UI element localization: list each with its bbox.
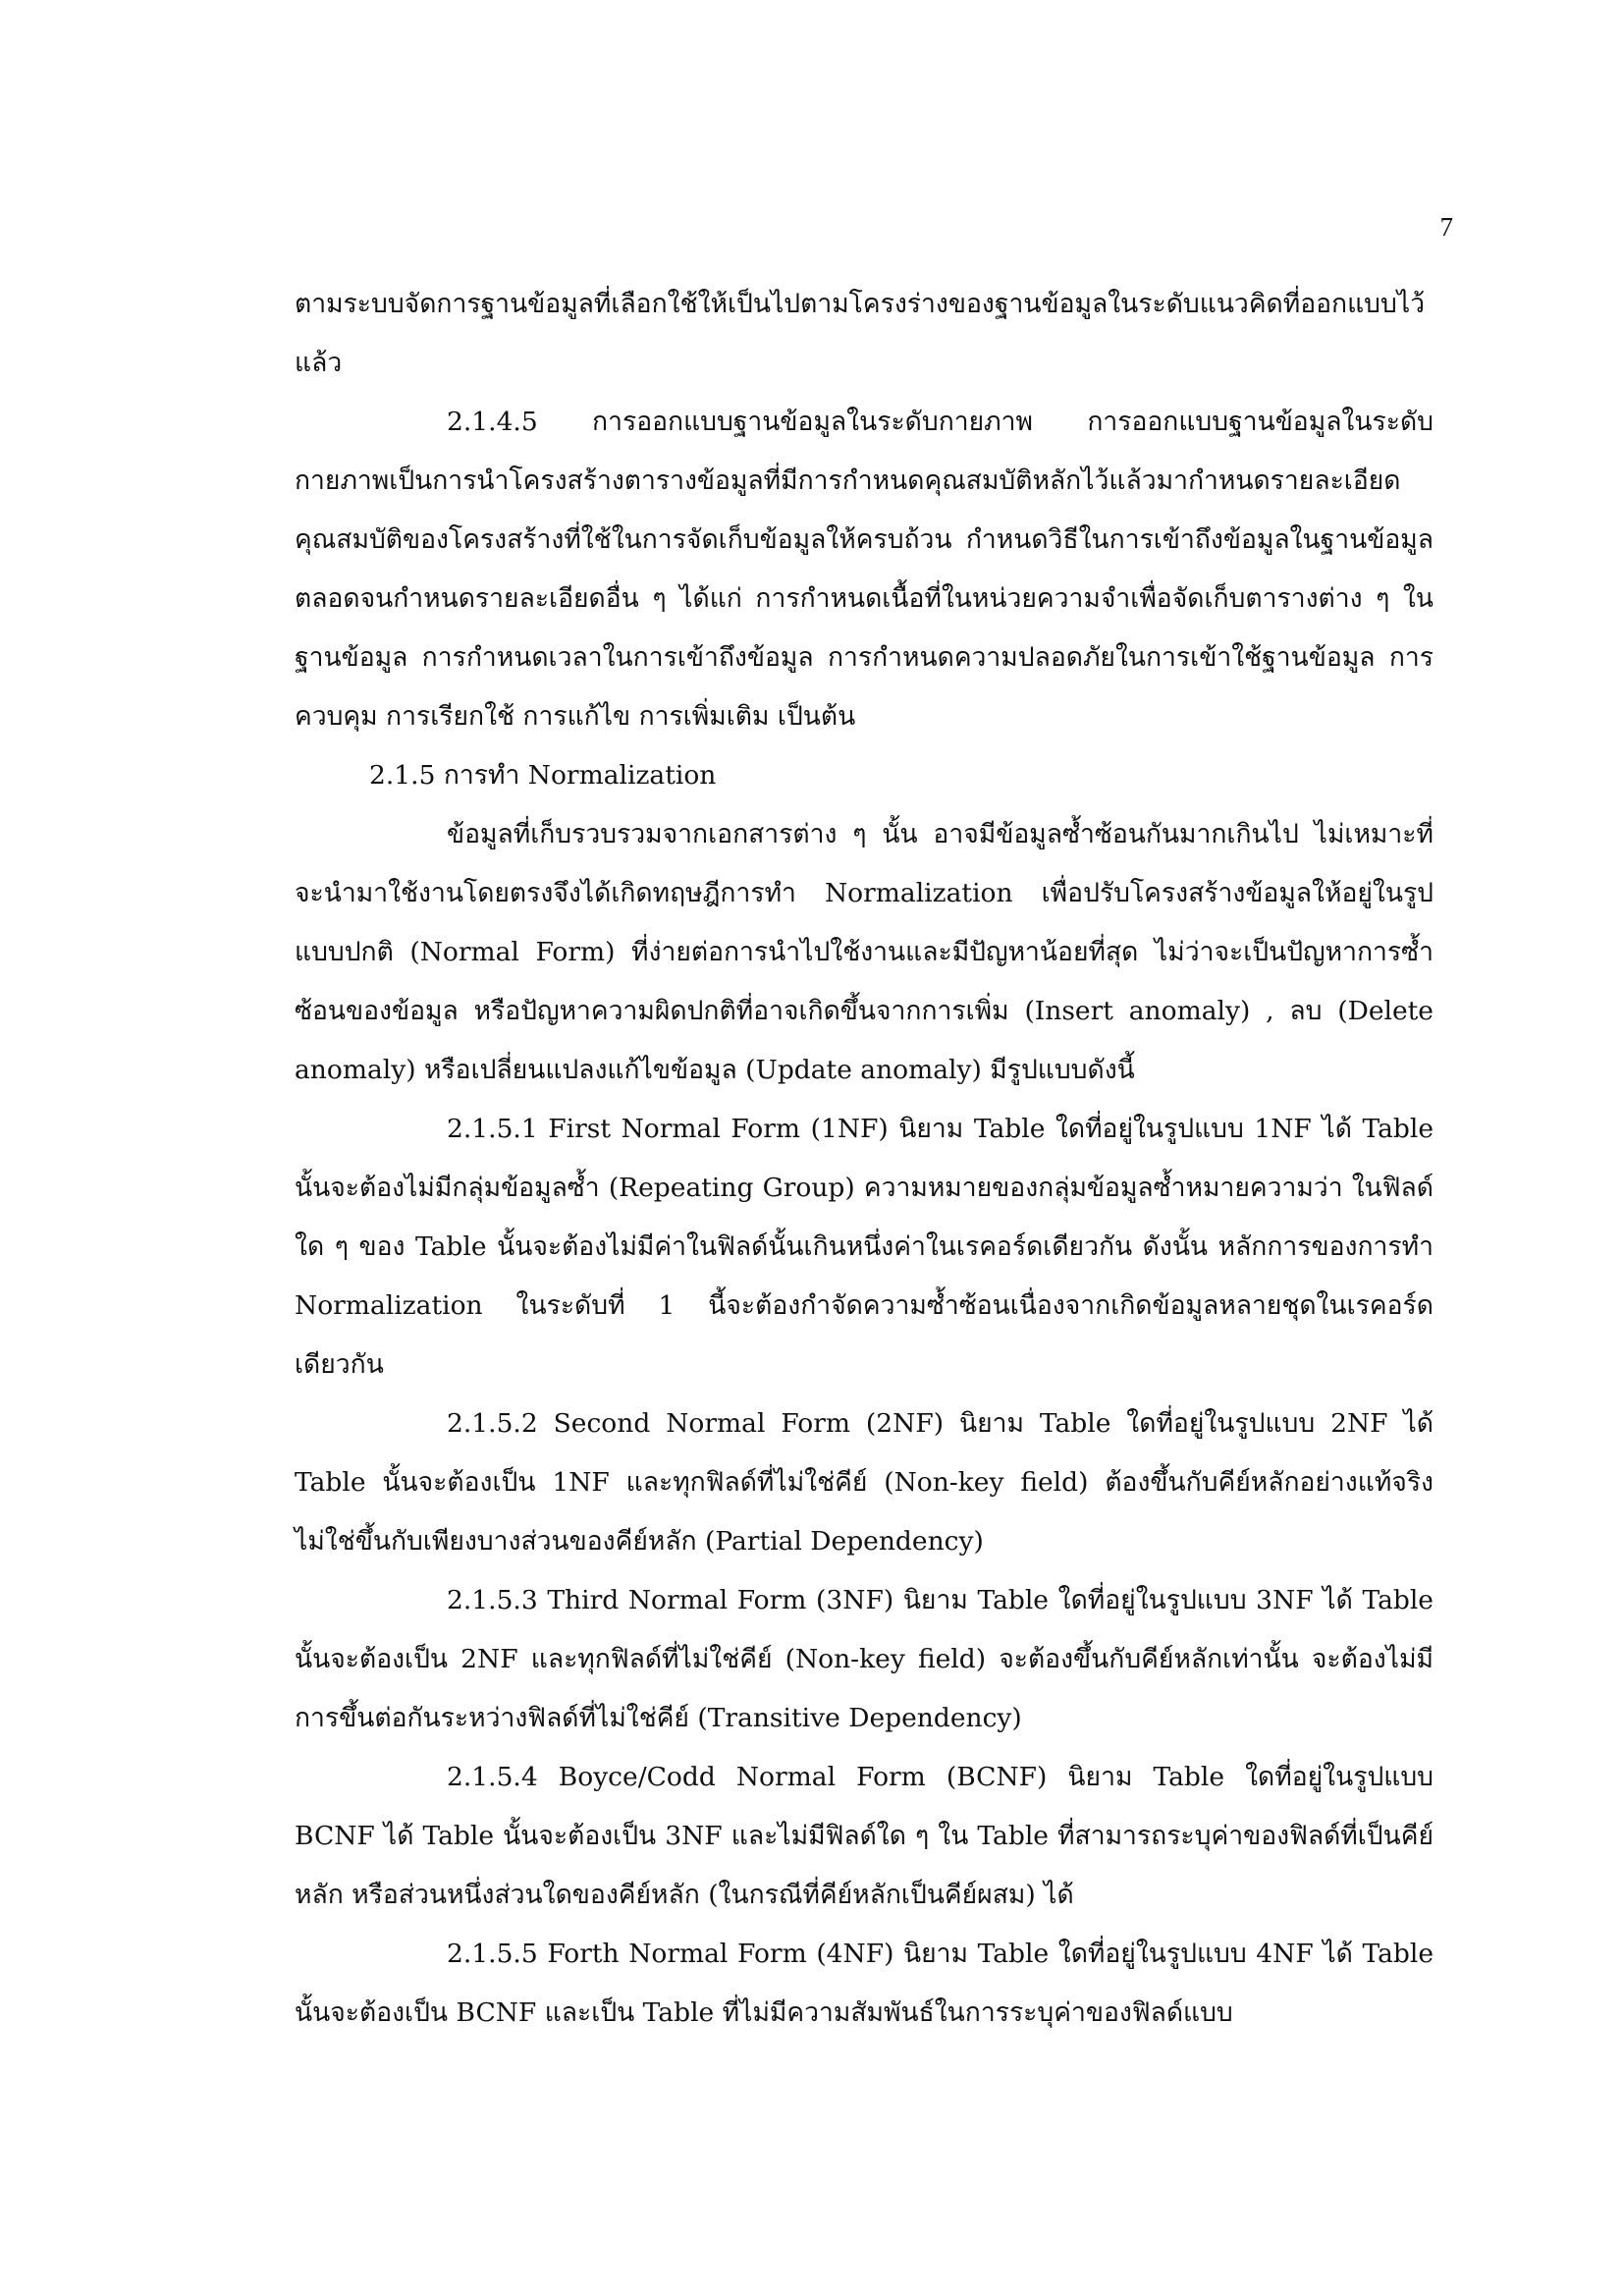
paragraph-normalization-intro: ข้อมูลที่เก็บรวบรวมจากเอกสารต่าง ๆ นั้น อาจมีข้อมูลซ้ำซ้อนกันมากเกินไป ไม่เหมาะที่จะนำมาใช้งานโดยตรงจึงได้เกิดทฤษฎีการทำ Normalization เพื่อปรับโครงสร้างข้อมูลให้อยู่ในรูปแบบปกติ (Normal Form) ที่ง่ายต่อการนำไปใช้งานและมีปัญหาน้อยที่สุด ไม่ว่าจะเป็นปัญหาการซ้ำซ้อนของข้อมูล หรือปัญหาความผิดปกติที่อาจเกิดขึ้นจากการเพิ่ม (Insert anomaly) , ลบ (Delete anomaly) หรือเปลี่ยนแปลงแก้ไขข้อมูล (Update anomaly) มีรูปแบบดังนี้ <box>295 819 1434 1085</box>
body-text <box>295 275 1434 2043</box>
paragraph-4nf: 2.1.5.5 Forth Normal Form (4NF) นิยาม Table ใดที่อยู่ในรูปแบบ 4NF ได้ Table นั้นจะต้องเป็น BCNF และเป็น Table ที่ไม่มีความสัมพันธ์ในการระบุค่าของฟิลด์แบบ <box>295 1939 1434 2028</box>
paragraph-3nf: 2.1.5.3 Third Normal Form (3NF) นิยาม Table ใดที่อยู่ในรูปแบบ 3NF ได้ Table นั้นจะต้องเป็น 2NF และทุกฟิลด์ที่ไม่ใช่คีย์ (Non-key field) จะต้องขึ้นกับคีย์หลักเท่านั้น จะต้องไม่มีการขึ้นต่อกันระหว่างฟิลด์ที่ไม่ใช่คีย์ (Transitive Dependency) <box>295 1585 1434 1733</box>
page-number: 7 <box>1439 212 1453 242</box>
paragraph-bcnf: 2.1.5.4 Boyce/Codd Normal Form (BCNF) นิยาม Table ใดที่อยู่ในรูปแบบ BCNF ได้ Table นั้นจะต้องเป็น 3NF และไม่มีฟิลด์ใด ๆ ใน Table ที่สามารถระบุค่าของฟิลด์ที่เป็นคีย์หลัก หรือส่วนหนึ่งส่วนใดของคีย์หลัก (ในกรณีที่คีย์หลักเป็นคีย์ผสม) ได้ <box>295 1762 1434 1910</box>
section-heading-normalization: 2.1.5 การทำ Normalization <box>369 760 717 791</box>
paragraph-physical-design: 2.1.4.5 การออกแบบฐานข้อมูลในระดับกายภาพ การออกแบบฐานข้อมูลในระดับกายภาพเป็นการนำโครงสร้างตารางข้อมูลที่มีการกำหนดคุณสมบัติหลักไว้แล้วมากำหนดรายละเอียดคุณสมบัติของโครงสร้างที่ใช้ในการจัดเก็บข้อมูลให้ครบถ้วน กำหนดวิธีในการเข้าถึงข้อมูลในฐานข้อมูล ตลอดจนกำหนดรายละเอียดอื่น ๆ ได้แก่ การกำหนดเนื้อที่ในหน่วยความจำเพื่อจัดเก็บตารางต่าง ๆ ในฐานข้อมูล การกำหนดเวลาในการเข้าถึงข้อมูล การกำหนดความปลอดภัยในการเข้าใช้ฐานข้อมูล การควบคุม การเรียกใช้ การแก้ไข การเพิ่มเติม เป็นต้น <box>295 407 1434 732</box>
paragraph-2nf: 2.1.5.2 Second Normal Form (2NF) นิยาม Table ใดที่อยู่ในรูปแบบ 2NF ได้ Table นั้นจะต้องเป็น 1NF และทุกฟิลด์ที่ไม่ใช่คีย์ (Non-key field) ต้องขึ้นกับคีย์หลักอย่างแท้จริง ไม่ใช่ขึ้นกับเพียงบางส่วนของคีย์หลัก (Partial Dependency) <box>295 1408 1434 1557</box>
paragraph-1nf: 2.1.5.1 First Normal Form (1NF) นิยาม Table ใดที่อยู่ในรูปแบบ 1NF ได้ Table นั้นจะต้องไม่มีกลุ่มข้อมูลซ้ำ (Repeating Group) ความหมายของกลุ่มข้อมูลซ้ำหมายความว่า ในฟิลด์ใด ๆ ของ Table นั้นจะต้องไม่มีค่าในฟิลด์นั้นเกินหนึ่งค่าในเรคอร์ดเดียวกัน ดังนั้น หลักการของการทำ Normalization ในระดับที่ 1 นี้จะต้องกำจัดความซ้ำซ้อนเนื่องจากเกิดข้อมูลหลายชุดในเรคอร์ดเดียวกัน <box>295 1114 1434 1380</box>
paragraph-schema-mapping: ตามระบบจัดการฐานข้อมูลที่เลือกใช้ให้เป็นไปตามโครงร่างของฐานข้อมูลในระดับแนวคิดที่ออกแบบไว้แล้ว <box>295 289 1426 378</box>
